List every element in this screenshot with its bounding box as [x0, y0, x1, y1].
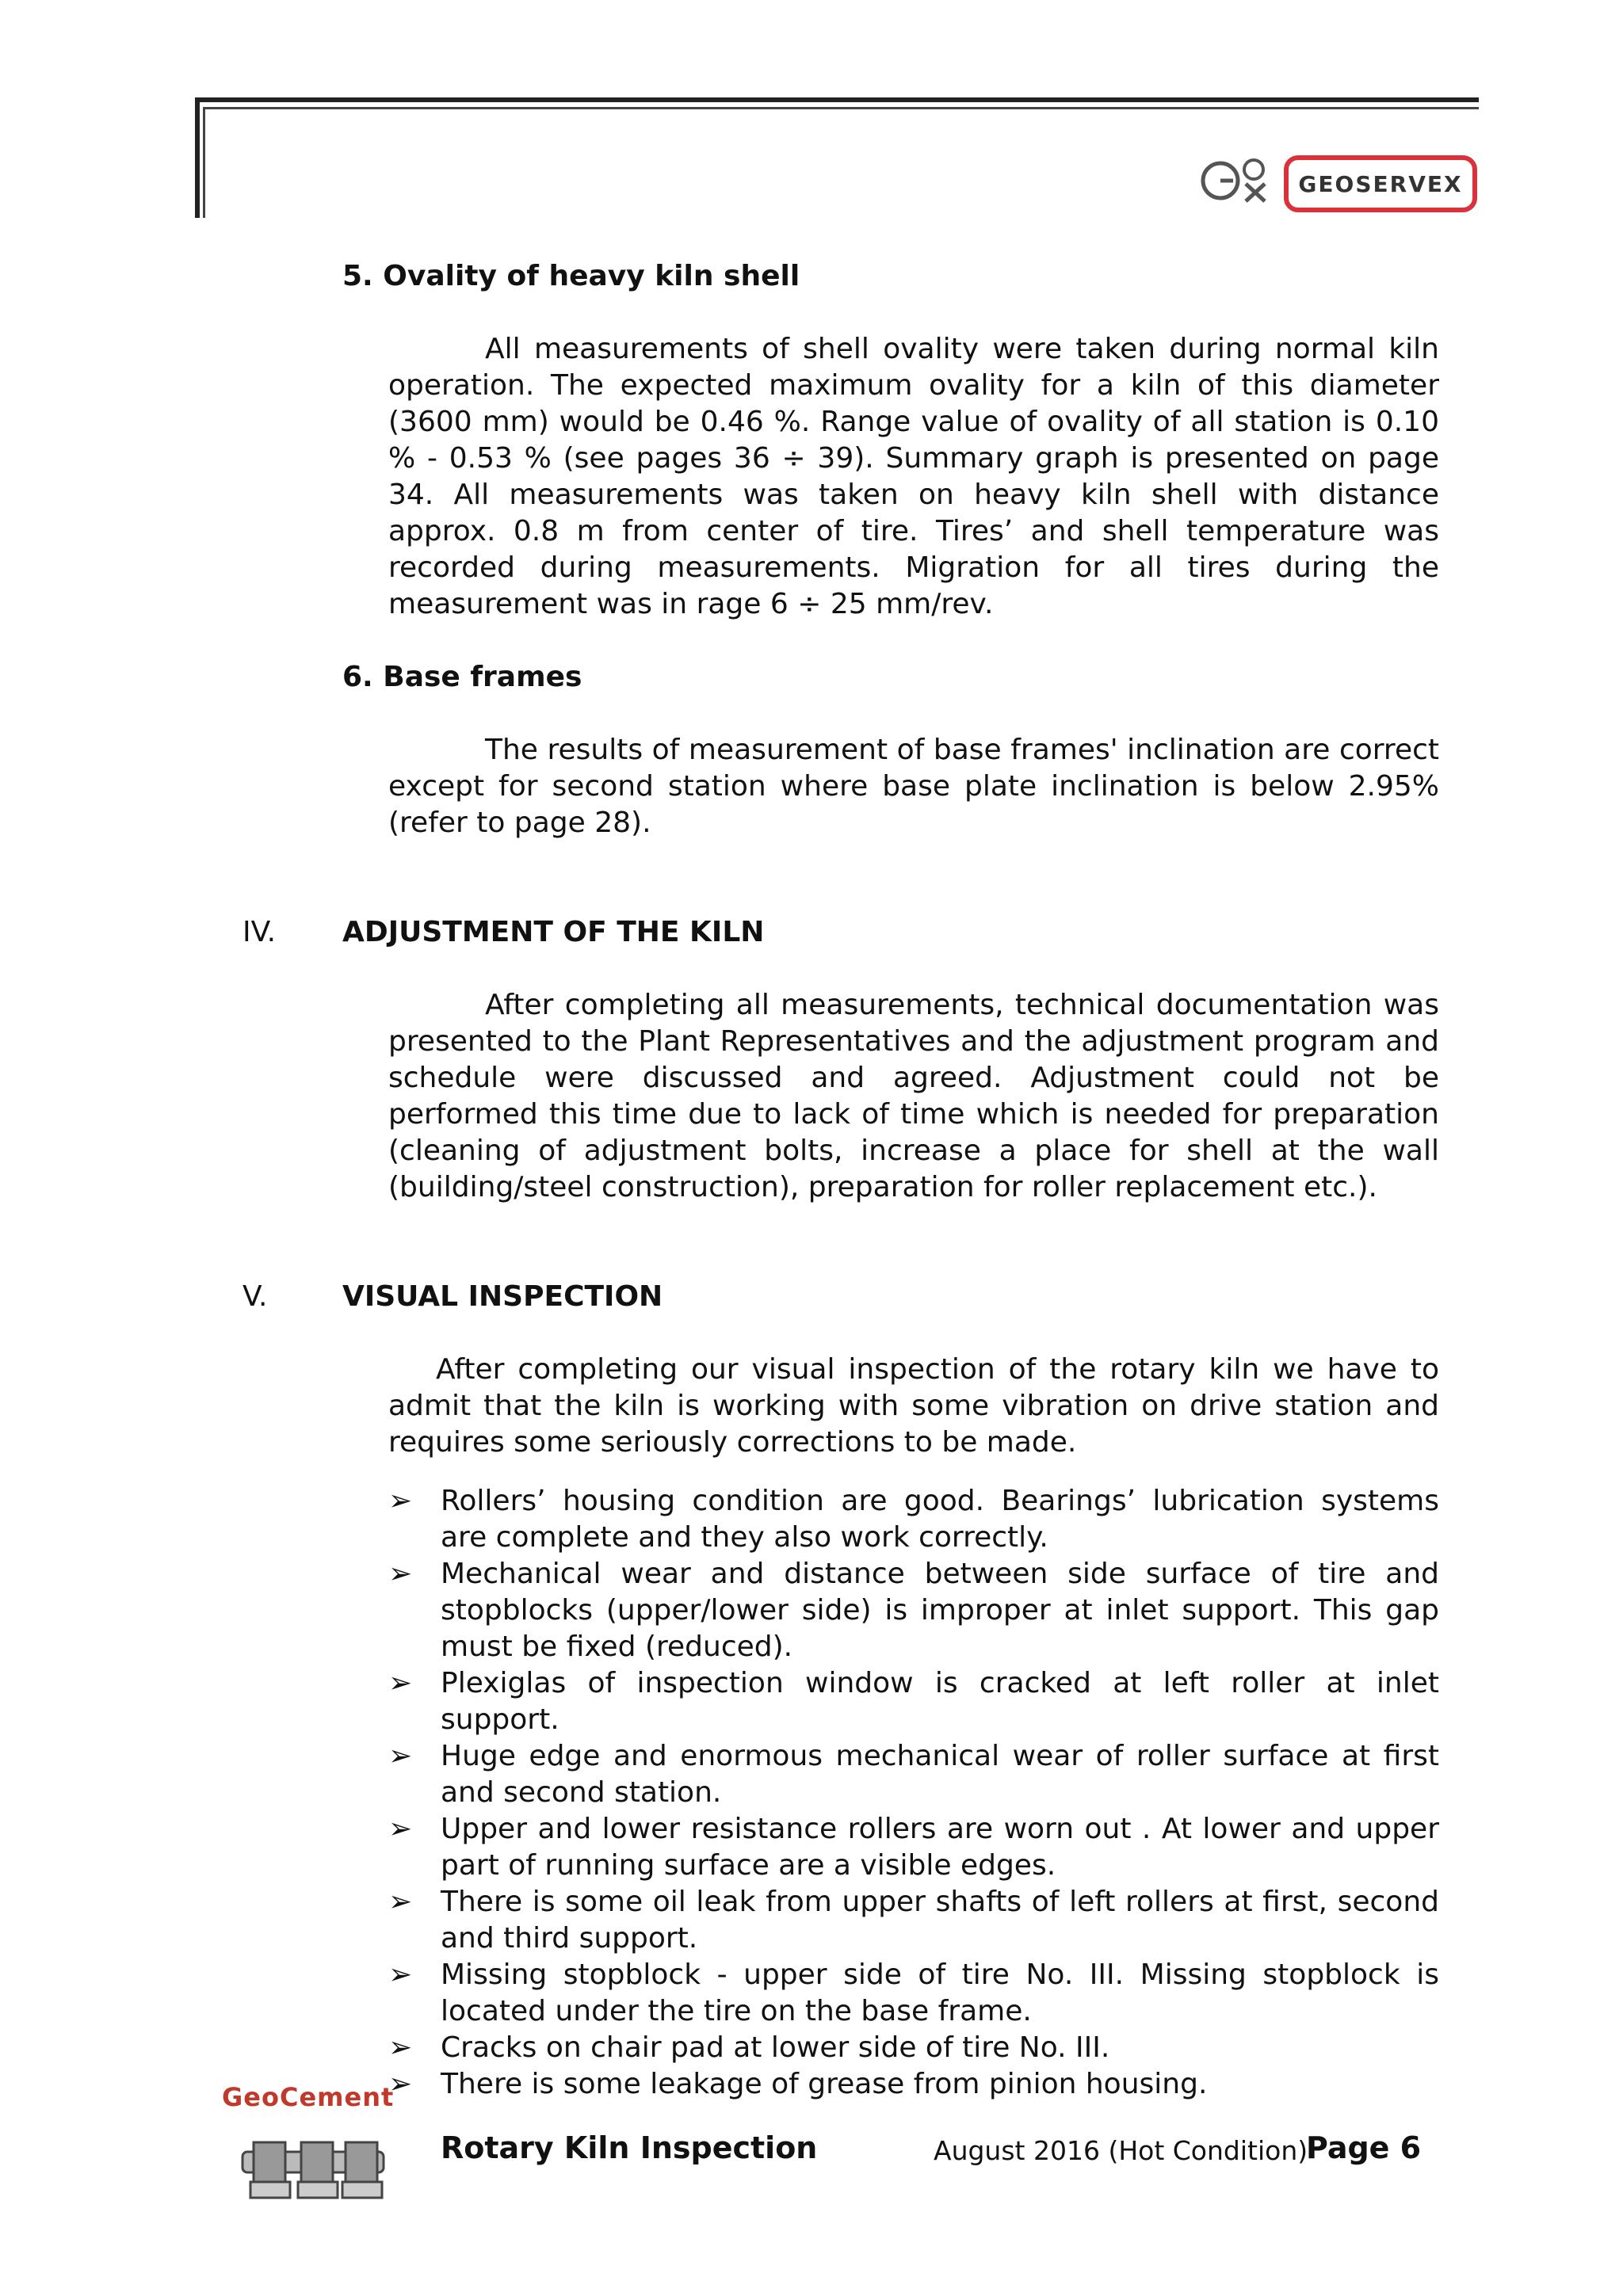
arrow-bullet-icon: ➢ — [388, 1740, 413, 1772]
arrow-bullet-icon: ➢ — [388, 1813, 413, 1845]
geocement-logo: GeoCement — [222, 2082, 395, 2112]
arrow-bullet-icon: ➢ — [388, 1485, 413, 1517]
section-v-title: VISUAL INSPECTION — [342, 1280, 663, 1313]
header-rule — [195, 97, 1479, 102]
section-iv-paragraph: After completing all measurements, technical documentation was presented to the Plant Representatives and the adjustment program and schedule were discussed and agreed. Adjustment could not be performed this time due to lack of time which is needed for preparation (cleaning of adjustment bolts, increase a place for shell at the wall (building/steel construction), preparation for roller replacement etc.). — [388, 989, 1439, 1203]
header-corner — [195, 97, 200, 218]
arrow-bullet-icon: ➢ — [388, 1667, 413, 1699]
header-corner-inner — [203, 107, 205, 218]
logo-text: GEOSERVEX — [1298, 170, 1463, 197]
arrow-bullet-icon: ➢ — [388, 2068, 413, 2100]
list-item: ➢ Missing stopblock - upper side of tire No. III. Missing stopblock is located under the tire on the base frame. — [388, 1958, 1439, 2027]
kiln-illustration-icon — [238, 2120, 388, 2203]
list-item: ➢ There is some oil leak from upper shafts of left rollers at first, second and third support. — [388, 1886, 1439, 1955]
section-6-title: 6. Base frames — [342, 661, 582, 693]
arrow-bullet-icon: ➢ — [388, 1958, 413, 1991]
header-rule-inner — [203, 107, 1479, 109]
list-item: ➢ Mechanical wear and distance between side surface of tire and stopblocks (upper/lower side) is improper at inlet support. This gap must be fixed (reduced). — [388, 1558, 1439, 1663]
arrow-bullet-icon: ➢ — [388, 2031, 413, 2064]
footer-report-title: Rotary Kiln Inspection — [441, 2130, 818, 2165]
page-number: Page 6 — [1306, 2130, 1422, 2165]
arrow-bullet-icon: ➢ — [388, 1558, 413, 1590]
list-item: ➢ Huge edge and enormous mechanical wear of roller surface at first and second station. — [388, 1740, 1439, 1809]
list-item: ➢ There is some leakage of grease from pinion housing. — [388, 2066, 1439, 2103]
section-v-paragraph: After completing our visual inspection of the rotary kiln we have to admit that the kiln is working with some vibration on drive station and requires some seriously corrections to be made. — [388, 1353, 1439, 1459]
section-6-paragraph: The results of measurement of base frames' inclination are correct except for second station where base plate inclination is below 2.95% (refer to page 28). — [388, 734, 1439, 839]
list-item: ➢ Plexiglas of inspection window is cracked at left roller at inlet support. — [388, 1667, 1439, 1736]
list-item: ➢ Upper and lower resistance rollers are worn out . At lower and upper part of running surface are a visible edges. — [388, 1813, 1439, 1882]
arrow-bullet-icon: ➢ — [388, 1886, 413, 1918]
inspection-findings-list — [388, 1483, 1439, 2103]
section-5-paragraph: All measurements of shell ovality were taken during normal kiln operation. The expected maximum ovality for a kiln of this diameter (3600 mm) would be 0.46 %. Range value of ovality of all station is 0.10 % - 0.53 % (see pages 36 ÷ 39). Summary graph is presented on page 34. All measurements was taken on heavy kiln shell with distance approx. 0.8 m from center of tire. Tires’ and shell temperature was recorded during measurements. Migration for all tires during the measurement was in rage 6 ÷ 25 mm/rev. — [388, 333, 1439, 620]
geoservex-logo — [1284, 155, 1477, 212]
section-iv-title: ADJUSTMENT OF THE KILN — [342, 916, 765, 948]
list-item: ➢ Cracks on chair pad at lower side of tire No. III. — [388, 2030, 1439, 2066]
section-5-title: 5. Ovality of heavy kiln shell — [342, 260, 800, 292]
gx-logo-icon — [1198, 152, 1281, 208]
footer-date: August 2016 (Hot Condition) — [934, 2135, 1308, 2166]
list-item: ➢ Rollers’ housing condition are good. Bearings’ lubrication systems are complete and they also work correctly. — [388, 1485, 1439, 1554]
section-iv-numeral: IV. — [242, 916, 277, 948]
section-v-numeral: V. — [242, 1280, 268, 1313]
